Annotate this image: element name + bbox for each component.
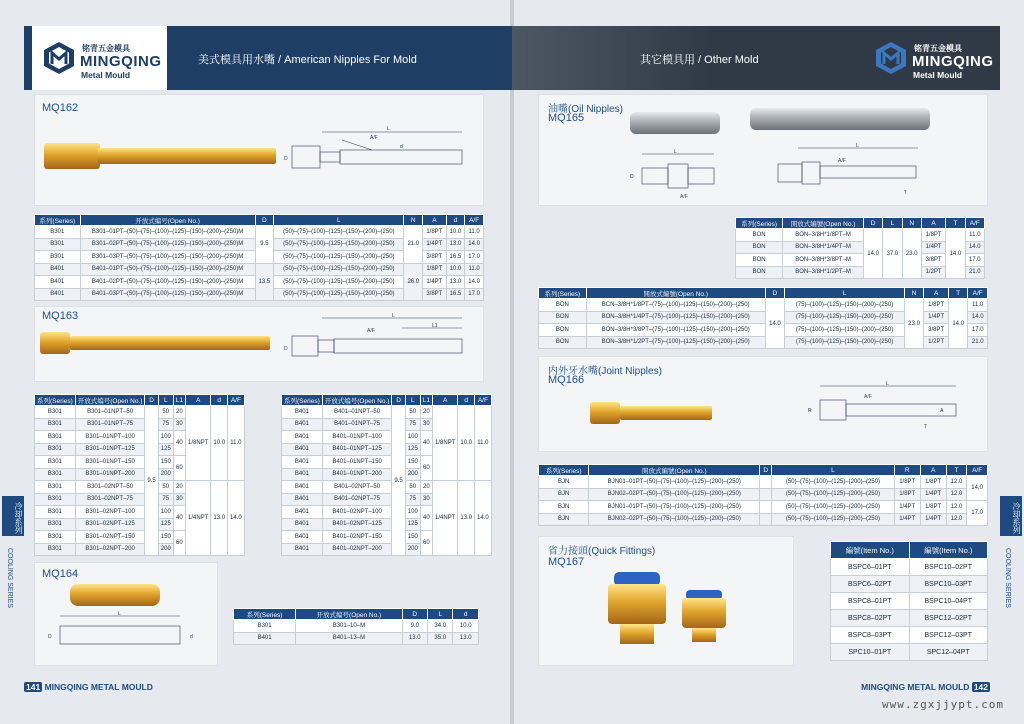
mq162-fitting-body xyxy=(98,148,276,164)
table-row: BON BON–3/8H*1/4PT–(75)–(100)–(125)–(150)–(200)–(250) (75)–(100)–(125)–(150)–(200)–(250) 1/4PT 14.0 xyxy=(539,311,988,324)
mq167-table xyxy=(830,541,988,661)
brand-sub: Metal Mould xyxy=(913,70,963,80)
brand-cn: 铭青五金模具 xyxy=(914,44,962,53)
mq165-table-long xyxy=(538,287,988,349)
svg-text:R: R xyxy=(808,408,812,414)
svg-text:L: L xyxy=(886,381,889,387)
page-number-left: 141 xyxy=(26,682,41,692)
mq165-table-short xyxy=(735,217,985,279)
brand-cn: 铭青五金模具 xyxy=(82,44,130,53)
svg-text:A: A xyxy=(940,408,944,414)
col-header: A/F xyxy=(475,395,492,406)
col-header: 系列(Series) xyxy=(35,395,76,406)
quick-fitting-body xyxy=(608,584,666,624)
col-header: D xyxy=(765,288,785,299)
mq163-fitting-body xyxy=(70,336,270,350)
col-header: d xyxy=(453,609,479,620)
table-row: B301 B301–02NPT–75 75 30 xyxy=(35,493,245,506)
col-header: A xyxy=(921,218,945,229)
svg-text:T: T xyxy=(924,424,928,430)
table-row: B401 B401–02NPT–125 125 xyxy=(282,518,492,531)
table-row: B301 B301–02NPT–125 125 xyxy=(35,518,245,531)
brand-name: MINGQING xyxy=(80,53,162,70)
mq162-fitting-head xyxy=(44,143,100,169)
col-header: T xyxy=(946,465,967,476)
table-row: B301 B301–01NPT–100 100 40 xyxy=(35,431,245,444)
table-row: B401 B401–01NPT–150 150 60 xyxy=(282,456,492,469)
table-row: BON BCN–3/8H*1/8PT–(75)–(100)–(125)–(150)–(200)–(250) 14.0 (75)–(100)–(125)–(150)–(200)–(250) 23.0 1/8PT 14.0 11.0 xyxy=(539,299,988,312)
svg-text:D: D xyxy=(284,346,288,352)
side-tab-right: 冷却系列 xyxy=(1000,496,1022,536)
col-header: 系列(Series) xyxy=(539,288,587,299)
table-row: BON BON–3/8H*1/2PT–M 1/2PT 21.0 xyxy=(736,266,985,279)
table-row: BON BON–3/8H*1/8PT–M 14.0 37.0 23.0 1/8PT 14.0 11.0 xyxy=(736,229,985,242)
col-header: T xyxy=(946,218,965,229)
left-banner-title: 美式模具用水嘴 / American Nipples For Mold xyxy=(198,54,417,66)
table-row: B301 B301–01NPT–50 9.5 50 20 1/8NPT 10.0 11.0 xyxy=(35,406,245,419)
col-header: 開放式編號(Open No.) xyxy=(783,218,864,229)
table-row: BJN BJN02–02PT–(50)–(75)–(100)–(125)–(200)–(250) (50)–(75)–(100)–(125)–(200)–(250) 1/8PT 1/4PT 12.0 xyxy=(539,488,988,501)
table-row: B301 B301–01PT–(50)–(75)–(100)–(125)–(150)–(200)–(250)M 9.5 (50)–(75)–(100)–(125)–(150)–(200)–(250) 21.0 1/8PT 10.0 11.0 xyxy=(35,226,484,239)
hexagon-logo-icon xyxy=(42,41,76,75)
col-header: 开放式编号(Open No.) xyxy=(80,215,255,226)
col-header: D xyxy=(760,465,772,476)
svg-text:D: D xyxy=(48,634,52,640)
col-header: 系列(Series) xyxy=(234,609,296,620)
table-row: B301 B301–01NPT–75 75 30 xyxy=(35,418,245,431)
mq166-drawing xyxy=(800,380,980,440)
mq167-title: 省力接頭(Quick Fittings) xyxy=(548,546,656,557)
svg-text:d: d xyxy=(400,144,403,150)
mq163-right-table xyxy=(281,394,492,556)
col-header: A xyxy=(423,215,447,226)
mq162-table xyxy=(34,214,484,301)
page-number-right: 142 xyxy=(973,682,988,692)
col-header: 系列(Series) xyxy=(35,215,81,226)
col-header: 開放式編號(Open No.) xyxy=(586,288,765,299)
mq166-label: MQ166 xyxy=(548,374,585,386)
table-row: B301 B301–01NPT–200 200 xyxy=(35,468,245,481)
quick-fitting-thread-small xyxy=(692,628,716,642)
col-header: L xyxy=(883,218,902,229)
col-header: N xyxy=(902,218,921,229)
side-tab-left: 冷却系列 xyxy=(2,496,24,536)
table-row: B301 B301–02PT–(50)–(75)–(100)–(125)–(150)–(200)–(250)M (50)–(75)–(100)–(125)–(150)–(200)–(250) 1/4PT 13.0 14.0 xyxy=(35,238,484,251)
mq166-title: 内外牙水嘴(Joint Nipples) xyxy=(548,366,662,377)
quick-fitting-thread xyxy=(620,624,654,644)
side-en-left: COOLING SERIES xyxy=(6,548,13,608)
col-header: d xyxy=(458,395,475,406)
col-header: 系列(Series) xyxy=(539,465,589,476)
brand-sub: Metal Mould xyxy=(81,70,131,80)
svg-text:d: d xyxy=(190,634,193,640)
table-row: B401 B401–02NPT–150 150 60 xyxy=(282,531,492,544)
col-header: A xyxy=(186,395,211,406)
table-row: B401 B401–01NPT–125 125 xyxy=(282,443,492,456)
table-row: BSPC8–01PT BSPC10–04PT xyxy=(831,593,988,610)
mq162-drawing xyxy=(282,124,472,184)
col-header: A/F xyxy=(967,465,988,476)
svg-text:D: D xyxy=(630,174,634,180)
col-header: d xyxy=(446,215,465,226)
table-row: SPC10–01PT SPC12–04PT xyxy=(831,644,988,661)
table-row: B401 B401–01NPT–50 9.5 50 20 1/8NPT 10.0 11.0 xyxy=(282,406,492,419)
mq163-left-table xyxy=(34,394,245,556)
table-row: B301 B301–10–M 9.0 34.0 10.0 xyxy=(234,620,479,633)
table-row: BSPC8–03PT BSPC12–03PT xyxy=(831,627,988,644)
col-header: 編號(Item No.) xyxy=(909,542,988,559)
svg-text:A/F: A/F xyxy=(370,135,378,141)
mq163-fitting-head xyxy=(40,332,70,354)
quick-fitting-body-small xyxy=(682,598,726,628)
table-row: B301 B301–01NPT–150 150 60 xyxy=(35,456,245,469)
mq164-fitting xyxy=(70,584,160,606)
svg-text:L: L xyxy=(392,313,395,319)
table-row: B401 B401–01PT–(50)–(75)–(100)–(125)–(150)–(200)–(250)M 13.5 (50)–(75)–(100)–(125)–(150)–(200)–(250) 26.0 1/8PT 10.0 11.0 xyxy=(35,263,484,276)
table-row: BSPC8–02PT BSPC12–02PT xyxy=(831,610,988,627)
svg-text:L1: L1 xyxy=(432,323,438,329)
table-row: B401 B401–02NPT–75 75 30 xyxy=(282,493,492,506)
col-header: D xyxy=(402,609,427,620)
svg-text:A/F: A/F xyxy=(838,158,846,164)
footer-left-text: MINGQING METAL MOULD xyxy=(44,682,153,692)
table-row: B301 B301–02NPT–200 200 xyxy=(35,543,245,556)
mq166-table xyxy=(538,464,988,526)
col-header: A/F xyxy=(968,288,988,299)
footer-right-text: MINGQING METAL MOULD xyxy=(861,682,970,692)
table-row: B401 B401–13–M 13.0 35.0 13.0 xyxy=(234,632,479,645)
table-row: BJN BJN01–01PT–(50)–(75)–(100)–(125)–(200)–(250) (50)–(75)–(100)–(125)–(200)–(250) 1/8PT 1/8PT 12.0 14.0 xyxy=(539,476,988,489)
table-row: B401 B401–02NPT–200 200 xyxy=(282,543,492,556)
col-header: A/F xyxy=(965,218,984,229)
side-en-right: COOLING SERIES xyxy=(1004,548,1011,608)
footer-right xyxy=(861,682,990,692)
svg-text:D: D xyxy=(284,156,288,162)
spine xyxy=(510,0,514,724)
col-header: L xyxy=(274,215,404,226)
col-header: L xyxy=(785,288,905,299)
table-row: BON BON–3/8H*3/8PT–M 3/8PT 17.0 xyxy=(736,254,985,267)
svg-text:A/F: A/F xyxy=(367,328,375,334)
table-row: B301 B301–02NPT–150 150 60 xyxy=(35,531,245,544)
mq165-title: 油嘴(Oil Nipples) xyxy=(548,104,624,115)
svg-text:A/F: A/F xyxy=(864,394,872,400)
col-header: A xyxy=(433,395,458,406)
table-row: B301 B301–02NPT–100 100 40 xyxy=(35,506,245,519)
col-header: A/F xyxy=(228,395,245,406)
mq167-label: MQ167 xyxy=(548,556,585,568)
col-header: A xyxy=(920,465,946,476)
col-header: 开放式编号(Open No.) xyxy=(322,395,392,406)
mq163-drawing xyxy=(282,312,472,372)
col-header: 系列(Series) xyxy=(736,218,783,229)
table-row: B401 B401–01NPT–75 75 30 xyxy=(282,418,492,431)
mq164-table xyxy=(233,608,479,645)
table-row: B301 B301–01NPT–125 125 xyxy=(35,443,245,456)
table-row: BJN BJN02–02PT–(50)–(75)–(100)–(125)–(200)–(250) (50)–(75)–(100)–(125)–(200)–(250) 1/4PT 1/4PT 12.0 xyxy=(539,513,988,526)
table-row: BON BON–3/8H*1/4PT–M 1/4PT 14.0 xyxy=(736,241,985,254)
col-header: L1 xyxy=(420,395,432,406)
mq165-drawing-short xyxy=(628,146,728,202)
col-header: 編號(Item No.) xyxy=(831,542,910,559)
col-header: A xyxy=(924,288,949,299)
col-header: 開放式編號(Open No.) xyxy=(589,465,760,476)
col-header: D xyxy=(255,215,274,226)
col-header: L1 xyxy=(173,395,185,406)
col-header: D xyxy=(863,218,882,229)
col-header: L xyxy=(405,395,420,406)
table-row: B301 B301–03PT–(50)–(75)–(100)–(125)–(150)–(200)–(250)M (50)–(75)–(100)–(125)–(150)–(200)–(250) 3/8PT 16.5 17.0 xyxy=(35,251,484,264)
mq163-label: MQ163 xyxy=(42,310,79,322)
mq162-label: MQ162 xyxy=(42,102,79,114)
right-logo xyxy=(862,26,997,90)
table-row: BSPC6–01PT BSPC10–02PT xyxy=(831,559,988,576)
svg-text:L: L xyxy=(387,126,390,132)
col-header: D xyxy=(145,395,158,406)
left-logo xyxy=(32,26,167,90)
col-header: N xyxy=(904,288,924,299)
mq164-label: MQ164 xyxy=(42,568,79,580)
mq165-oil-nipple xyxy=(630,112,720,134)
right-banner-title: 其它模具用 / Other Mold xyxy=(640,54,759,66)
table-row: B401 B401–01NPT–100 100 40 xyxy=(282,431,492,444)
col-header: A/F xyxy=(465,215,484,226)
brand-name: MINGQING xyxy=(912,53,994,70)
table-row: B401 B401–01NPT–200 200 xyxy=(282,468,492,481)
mq165-drawing-long xyxy=(768,140,928,200)
col-header: L xyxy=(772,465,895,476)
col-header: d xyxy=(211,395,228,406)
watermark-url: www.zgxjjypt.com xyxy=(882,698,1004,711)
col-header: D xyxy=(392,395,405,406)
table-row: B401 B401–02PT–(50)–(75)–(100)–(125)–(150)–(200)–(250)M (50)–(75)–(100)–(125)–(150)–(200)–(250) 1/4PT 13.0 14.0 xyxy=(35,276,484,289)
table-row: B401 B401–03PT–(50)–(75)–(100)–(125)–(150)–(200)–(250)M (50)–(75)–(100)–(125)–(150)–(200)–(250) 3/8PT 16.5 17.0 xyxy=(35,288,484,301)
col-header: T xyxy=(948,288,968,299)
table-row: BJN BJN01–01PT–(50)–(75)–(100)–(125)–(200)–(250) (50)–(75)–(100)–(125)–(200)–(250) 1/4PT 1/8PT 12.0 17.0 xyxy=(539,501,988,514)
footer-left xyxy=(24,682,153,692)
col-header: 系列(Series) xyxy=(282,395,323,406)
col-header: R xyxy=(894,465,920,476)
table-row: BSPC6–02PT BSPC10–03PT xyxy=(831,576,988,593)
col-header: 开放式编号(Open No.) xyxy=(75,395,145,406)
hexagon-logo-icon xyxy=(874,41,908,75)
col-header: N xyxy=(404,215,423,226)
svg-text:L: L xyxy=(856,143,859,149)
col-header: 开放式编号(Open No.) xyxy=(296,609,402,620)
mq166-joint-body xyxy=(620,406,712,420)
table-row: BON BON–3/8H*1/2PT–(75)–(100)–(125)–(150)–(200)–(250) (75)–(100)–(125)–(150)–(200)–(250) 1/2PT 21.0 xyxy=(539,336,988,349)
svg-text:L: L xyxy=(118,611,121,617)
table-row: BON BON–3/8H*3/8PT–(75)–(100)–(125)–(150)–(200)–(250) (75)–(100)–(125)–(150)–(200)–(250) 3/8PT 17.0 xyxy=(539,324,988,337)
col-header: L xyxy=(158,395,173,406)
mq166-joint-head xyxy=(590,402,620,424)
svg-text:L: L xyxy=(674,149,677,155)
mq165-oil-nipple-long xyxy=(750,108,930,130)
mq164-drawing xyxy=(40,610,210,660)
svg-text:T: T xyxy=(904,190,908,196)
col-header: L xyxy=(428,609,453,620)
svg-text:A/F: A/F xyxy=(680,194,688,200)
table-row: B401 B401–02NPT–50 50 20 1/4NPT 13.0 14.0 xyxy=(282,481,492,494)
mq165-label: MQ165 xyxy=(548,112,585,124)
table-row: B401 B401–02NPT–100 100 40 xyxy=(282,506,492,519)
table-row: B301 B301–02NPT–50 50 20 1/4NPT 13.0 14.0 xyxy=(35,481,245,494)
